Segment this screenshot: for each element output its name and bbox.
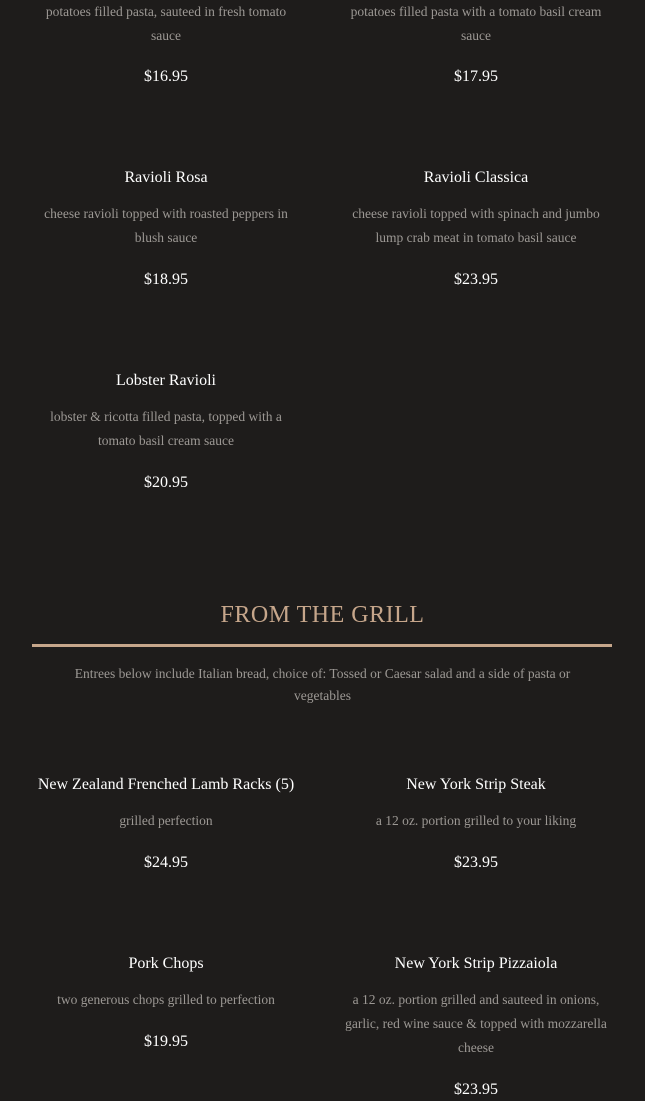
menu-item xyxy=(341,0,611,90)
item-description: grilled perfection xyxy=(119,813,213,828)
item-price: $18.95 xyxy=(144,271,188,288)
menu-item xyxy=(341,168,611,298)
item-price: $24.95 xyxy=(144,854,188,871)
menu-item xyxy=(31,775,301,885)
menu-item xyxy=(341,775,611,885)
item-price: $23.95 xyxy=(454,271,498,288)
item-description: potatoes filled pasta with a tomato basil cream sauce xyxy=(350,4,602,43)
item-price: $17.95 xyxy=(454,68,498,85)
menu-item xyxy=(31,168,301,298)
item-name: New York Strip Steak xyxy=(406,776,546,793)
item-price: $23.95 xyxy=(454,1081,498,1098)
item-price: $16.95 xyxy=(144,68,188,85)
item-description: a 12 oz. portion grilled and sauteed in onions, garlic, red wine sauce & topped with mozzarella cheese xyxy=(345,992,607,1055)
item-price: $19.95 xyxy=(144,1033,188,1050)
item-name: Pork Chops xyxy=(128,955,204,972)
item-price: $23.95 xyxy=(454,854,498,871)
item-name: Ravioli Classica xyxy=(423,169,529,186)
item-price: $20.95 xyxy=(144,474,188,491)
menu-item xyxy=(31,371,301,501)
item-description: potatoes filled pasta, sauteed in fresh tomato sauce xyxy=(45,4,287,43)
menu-item xyxy=(31,954,301,1064)
item-name: Lobster Ravioli xyxy=(116,372,216,389)
item-description: cheese ravioli topped with roasted peppers in blush sauce xyxy=(44,206,288,245)
item-description: a 12 oz. portion grilled to your liking xyxy=(375,813,577,828)
section-note: Entrees below include Italian bread, choice of: Tossed or Caesar salad and a side of pasta or vegetables xyxy=(74,666,571,703)
item-name: New York Strip Pizzaiola xyxy=(394,955,558,972)
section-divider xyxy=(32,644,612,647)
item-name: Ravioli Rosa xyxy=(124,169,208,186)
section-title: FROM THE GRILL xyxy=(220,602,425,628)
item-description: cheese ravioli topped with spinach and jumbo lump crab meat in tomato basil sauce xyxy=(352,206,600,245)
menu-item xyxy=(31,0,301,90)
item-description: two generous chops grilled to perfection xyxy=(57,992,275,1007)
menu-item xyxy=(341,954,611,1101)
item-description: lobster & ricotta filled pasta, topped with a tomato basil cream sauce xyxy=(50,409,282,448)
item-name: New Zealand Frenched Lamb Racks (5) xyxy=(37,776,295,793)
